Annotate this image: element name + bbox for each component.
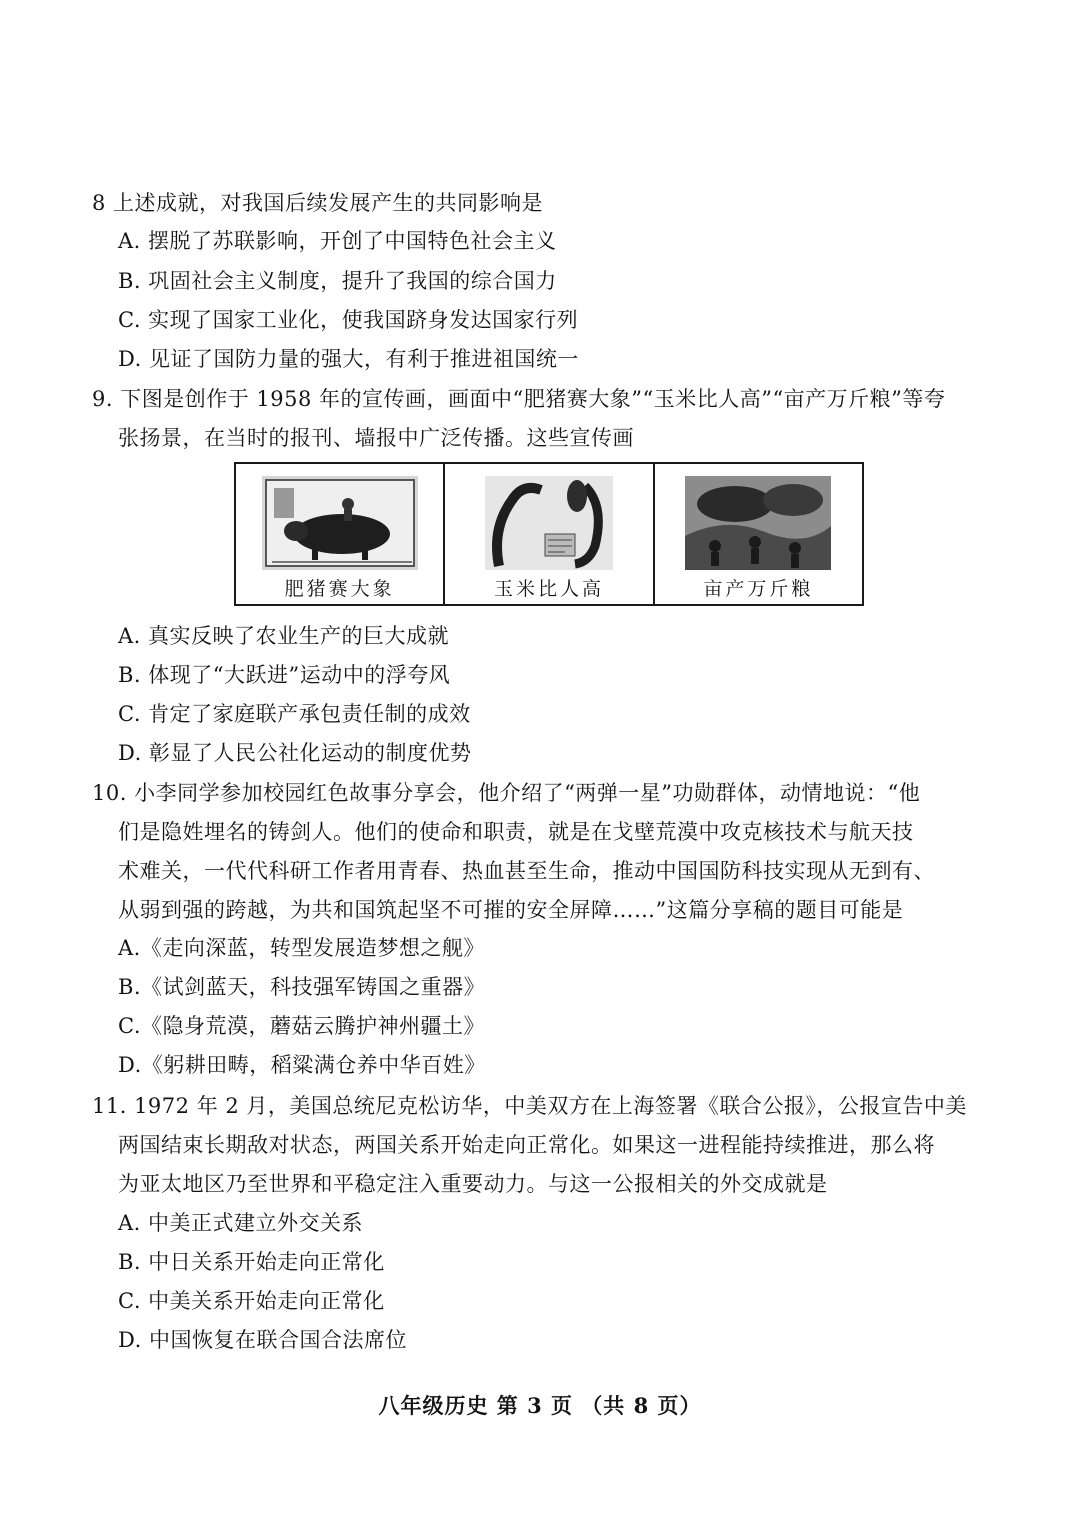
grain-harvest-image [685, 476, 831, 570]
caption-corn: 玉米比人高 [493, 578, 604, 600]
figure-panel-grain [655, 464, 862, 604]
q9-option-b: B. 体现了“大跃进”运动中的浮夸风 [118, 663, 451, 687]
q8-option-d: D. 见证了国防力量的强大，有利于推进祖国统一 [118, 347, 579, 371]
q9-option-d: D. 彰显了人民公社化运动的制度优势 [118, 741, 472, 765]
q11-option-c: C. 中美关系开始走向正常化 [118, 1289, 385, 1313]
q9-option-c: C. 肯定了家庭联产承包责任制的成效 [118, 702, 471, 726]
figure-panel-corn [445, 464, 654, 604]
q8-option-c: C. 实现了国家工业化，使我国跻身发达国家行列 [118, 308, 579, 332]
q11-option-b: B. 中日关系开始走向正常化 [118, 1250, 385, 1274]
q10-option-b: B.《试剑蓝天，科技强军铸国之重器》 [118, 975, 486, 999]
q10-option-d: D.《躬耕田畴，稻粱满仓养中华百姓》 [118, 1053, 486, 1077]
q10-option-c: C.《隐身荒漠，蘑菇云腾护神州疆土》 [118, 1014, 485, 1038]
corn-image [485, 476, 613, 570]
q9-stem-line-2: 张扬景，在当时的报刊、墙报中广泛传播。这些宣传画 [118, 426, 634, 450]
q11-option-a: A. 中美正式建立外交关系 [118, 1211, 364, 1235]
q10-stem-line-4: 从弱到强的跨越，为共和国筑起坚不可摧的安全屏障……”这篇分享稿的题目可能是 [118, 898, 904, 922]
q10-stem-line-2: 们是隐姓埋名的铸剑人。他们的使命和职责，就是在戈壁荒漠中攻克核技术与航天技 [118, 820, 914, 844]
caption-grain: 亩产万斤粮 [703, 578, 814, 600]
page-footer: 八年级历史 第 3 页 （共 8 页） [378, 1393, 702, 1418]
q10-option-a: A.《走向深蓝，转型发展造梦想之舰》 [118, 936, 485, 960]
q9-stem-line-1: 9. 下图是创作于 1958 年的宣传画，画面中“肥猪赛大象”“玉米比人高”“亩产万斤粮”等夸 [92, 387, 946, 411]
q8-option-b: B. 巩固社会主义制度，提升了我国的综合国力 [118, 269, 557, 293]
q10-stem-line-1: 10. 小李同学参加校园红色故事分享会，他介绍了“两弹一星”功勋群体，动情地说：“他 [92, 781, 921, 805]
q8-stem: 8 上述成就，对我国后续发展产生的共同影响是 [92, 191, 544, 215]
caption-pig: 肥猪赛大象 [284, 578, 395, 600]
figure-panel-pig [236, 464, 445, 604]
q11-option-d: D. 中国恢复在联合国合法席位 [118, 1328, 407, 1352]
q11-stem-line-1: 11. 1972 年 2 月，美国总统尼克松访华，中美双方在上海签署《联合公报》，公报宣告中美 [92, 1094, 967, 1118]
q9-option-a: A. 真实反映了农业生产的巨大成就 [118, 624, 450, 648]
q10-stem-line-3: 术难关，一代代科研工作者用青春、热血甚至生命，推动中国国防科技实现从无到有、 [118, 859, 935, 883]
q11-stem-line-3: 为亚太地区乃至世界和平稳定注入重要动力。与这一公报相关的外交成就是 [118, 1172, 828, 1196]
q11-stem-line-2: 两国结束长期敌对状态，两国关系开始走向正常化。如果这一进程能持续推进，那么将 [118, 1133, 935, 1157]
q8-option-a: A. 摆脱了苏联影响，开创了中国特色社会主义 [118, 229, 557, 253]
propaganda-figure [234, 462, 864, 606]
fat-pig-image [262, 476, 418, 570]
